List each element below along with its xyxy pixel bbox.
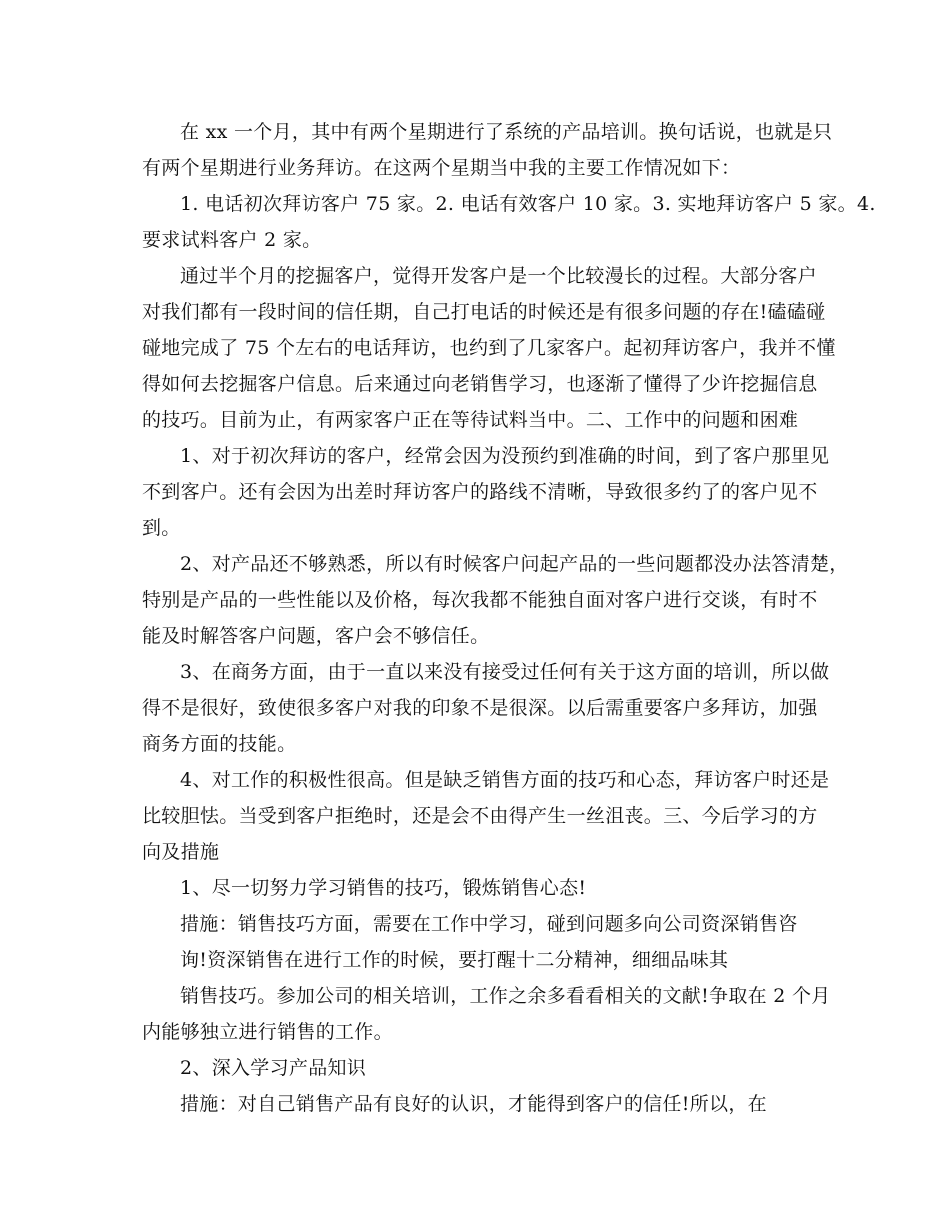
paragraph-line: 4、对工作的积极性很高。但是缺乏销售方面的技巧和心态，拜访客户时还是 xyxy=(180,769,830,791)
paragraph-line: 2、对产品还不够熟悉，所以有时候客户问起产品的一些问题都没办法答清楚， xyxy=(180,553,849,575)
paragraph-line: 能及时解答客户问题，客户会不够信任。 xyxy=(142,625,490,647)
paragraph-line: 对我们都有一段时间的信任期，自己打电话的时候还是有很多问题的存在!磕磕碰 xyxy=(142,301,826,323)
paragraph-line: 内能够独立进行销售的工作。 xyxy=(142,1021,393,1043)
paragraph-line: 碰地完成了 75 个左右的电话拜访，也约到了几家客户。起初拜访客户，我并不懂 xyxy=(142,337,836,359)
paragraph-line: 不到客户。还有会因为出差时拜访客户的路线不清晰，导致很多约了的客户见不 xyxy=(142,481,818,503)
paragraph-line: 的技巧。目前为止，有两家客户正在等待试料当中。二、工作中的问题和困难 xyxy=(142,409,799,431)
paragraph-line: 销售技巧。参加公司的相关培训，工作之余多看看相关的文献!争取在 2 个月 xyxy=(180,985,831,1007)
paragraph-line: 商务方面的技能。 xyxy=(142,733,297,755)
paragraph-line: 询!资深销售在进行工作的时候，要打醒十二分精神，细细品味其 xyxy=(180,949,729,971)
paragraph-line: 3、在商务方面，由于一直以来没有接受过任何有关于这方面的培训，所以做 xyxy=(180,661,830,683)
paragraph-line: 要求试料客户 2 家。 xyxy=(142,229,322,251)
paragraph-line: 到。 xyxy=(142,517,181,539)
paragraph-line: 措施：销售技巧方面，需要在工作中学习，碰到问题多向公司资深销售咨 xyxy=(180,913,798,935)
paragraph-line: 比较胆怯。当受到客户拒绝时，还是会不由得产生一丝沮丧。三、今后学习的方 xyxy=(142,805,818,827)
paragraph-line: 1、对于初次拜访的客户，经常会因为没预约到准确的时间，到了客户那里见 xyxy=(180,445,830,467)
paragraph-line: 1、尽一切努力学习销售的技巧，锻炼销售心态! xyxy=(180,877,587,899)
paragraph-line: 向及措施 xyxy=(142,841,220,863)
paragraph-line: 在 xx 一个月，其中有两个星期进行了系统的产品培训。换句话说，也就是只 xyxy=(180,121,833,143)
paragraph-line: 措施：对自己销售产品有良好的认识，才能得到客户的信任!所以，在 xyxy=(180,1093,767,1115)
paragraph-line: 有两个星期进行业务拜访。在这两个星期当中我的主要工作情况如下： xyxy=(142,157,741,179)
paragraph-line: 得如何去挖掘客户信息。后来通过向老销售学习，也逐渐了懂得了少许挖掘信息 xyxy=(142,373,818,395)
paragraph-line: 2、深入学习产品知识 xyxy=(180,1057,367,1079)
paragraph-line: 通过半个月的挖掘客户，觉得开发客户是一个比较漫长的过程。大部分客户 xyxy=(180,265,817,287)
paragraph-line: 得不是很好，致使很多客户对我的印象不是很深。以后需重要客户多拜访，加强 xyxy=(142,697,818,719)
paragraph-line: 1. 电话初次拜访客户 75 家。2. 电话有效客户 10 家。3. 实地拜访客户 5 家。4. xyxy=(180,193,876,215)
paragraph-line: 特别是产品的一些性能以及价格，每次我都不能独自面对客户进行交谈，有时不 xyxy=(142,589,818,611)
